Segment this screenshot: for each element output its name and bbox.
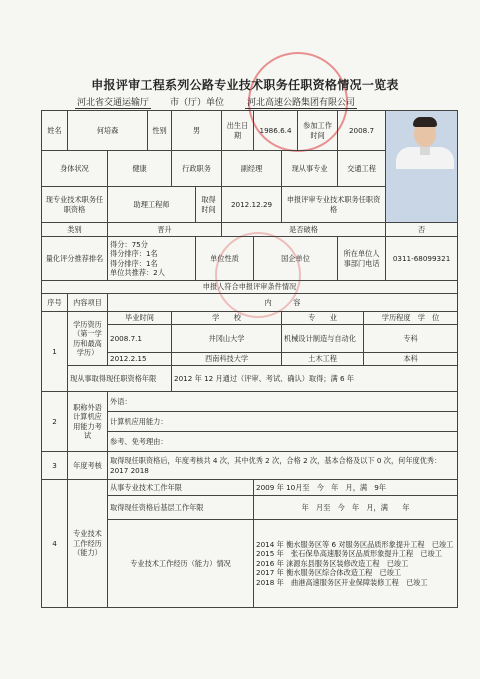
annual-text: 取得现任职资格后，年度考核共 4 次，其中优秀 2 次，合格 2 次，基本合格及以下 0 次，何年度优秀： 2017 2018 [108,452,458,480]
obtain-time-label: 取得时间 [196,187,222,223]
work-exp-item: 2018 年 曲港高速服务区开业保障装修工程 已竣工 [256,577,428,587]
section-title: 申报人符合申报评审条件情况 [42,281,458,294]
edu-label: 学历资历（第一学历和最高学历） [68,312,108,366]
birth-value: 1986.6.4 [254,111,298,151]
applicant-photo [386,111,458,223]
admin-title-value: 副经理 [222,151,282,187]
work-years-label: 从事专业技术工作年限 [108,480,254,496]
edu-no: 1 [42,312,68,392]
work-label: 专业技术工作经历（能力） [68,480,108,608]
edu-r1-school: 井冈山大学 [172,325,282,353]
birth-label: 出生日期 [222,111,254,151]
edu-r2-school: 西南科技大学 [172,353,282,366]
edu-h-level: 学历程度 学 位 [364,312,458,325]
health-label: 身体状况 [42,151,108,187]
rank-text-2: 得分排序：1名 [110,258,158,268]
work-exp-item: 2017 年 衡水服务区综合体改造工程 已竣工 [256,568,402,578]
quant-label: 量化评分推荐排名 [42,237,108,281]
computer-skill: 计算机应用能力： [108,412,458,432]
edu-r1-level: 专科 [364,325,458,353]
edu-h-time: 毕业时间 [108,312,172,325]
apply-qual-label: 申报评审专业技术职务任职资格 [282,187,386,223]
work-no: 4 [42,480,68,608]
edu-r1-time: 2008.7.1 [108,325,172,353]
employer-name: 河北高速公路集团有限公司 [245,95,357,109]
work-exp-item: 2015 年 张石保阜高速服务区品质形象提升工程 已竣工 [256,549,442,559]
current-qual-label: 现专业技术职务任职资格 [42,187,108,223]
edu-r2-major: 土木工程 [282,353,364,366]
hr-phone-value: 0311-68099321 [386,237,458,281]
work-since-label: 取得现任资格后基层工作年限 [108,496,254,520]
work-exp-label: 专业技术工作经历（能力）情况 [108,520,254,608]
edu-r2-time: 2012.2.15 [108,353,172,366]
score-text: 得分：75分 [110,239,148,249]
edu-h-major: 专 业 [282,312,364,325]
obtain-time-value: 2012.12.29 [222,187,282,223]
current-major-value: 交通工程 [338,151,386,187]
exempt-reason: 参考、免考理由： [108,432,458,452]
gender-value: 男 [172,111,222,151]
foreign-language: 外语： [108,392,458,412]
exception-value: 否 [386,223,458,237]
content-label: 内 容 [108,294,458,312]
annual-no: 3 [42,452,68,480]
edu-h-school: 学 校 [172,312,282,325]
document-title: 申报评审工程系列公路专业技术职务任职资格情况一览表 [91,78,399,92]
recommend-count: 单位共推荐：2人 [110,267,165,277]
tenure-label: 现从事取得现任职资格年限 [68,366,172,392]
edu-r2-level: 本科 [364,353,458,366]
edu-r1-major: 机械设计制造与自动化 [282,325,364,353]
unit-nature-value: 国企单位 [254,237,338,281]
quant-details [108,237,196,281]
hr-phone-label: 所在单位人事部门电话 [338,237,386,281]
category-label: 类别 [42,223,108,237]
work-exp-list [254,520,458,608]
work-start-value: 2008.7 [338,111,386,151]
work-start-label: 参加工作时间 [298,111,338,151]
name-label: 姓名 [42,111,68,151]
tenure-value: 2012 年 12 月通过（评审、考试、确认）取得；满 6 年 [172,366,458,392]
rank-text-1: 得分排序：1名 [110,249,158,259]
annual-label: 年度考核 [68,452,108,480]
gender-label: 性别 [148,111,172,151]
item-label: 内容项目 [68,294,108,312]
work-since-value: 年 月至 今 年 月，满 年 [254,496,458,520]
exception-label: 是否破格 [222,223,386,237]
name-value: 何培森 [68,111,148,151]
lang-label: 职称外语计算机应用能力考试 [68,392,108,452]
unit-nature-label: 单位性质 [196,237,254,281]
city-unit-label: 市（厅）单位 [170,98,225,108]
work-exp-item: 2016 年 涞源东县服务区装修改造工程 已竣工 [256,558,409,568]
category-value: 晋升 [108,223,222,237]
seq-label: 序号 [42,294,68,312]
province-unit: 河北省交通运输厅 [75,95,151,109]
admin-title-label: 行政职务 [172,151,222,187]
work-years-value: 2009 年 10月至 今 年 月，满 9年 [254,480,458,496]
work-exp-item: 2014 年 衡水服务区等 6 对服务区品质形象提升工程 已竣工 [256,540,454,550]
current-qual-value: 助理工程师 [108,187,196,223]
application-form-table [41,110,458,608]
health-value: 健康 [108,151,172,187]
lang-no: 2 [42,392,68,452]
current-major-label: 现从事专业 [282,151,338,187]
